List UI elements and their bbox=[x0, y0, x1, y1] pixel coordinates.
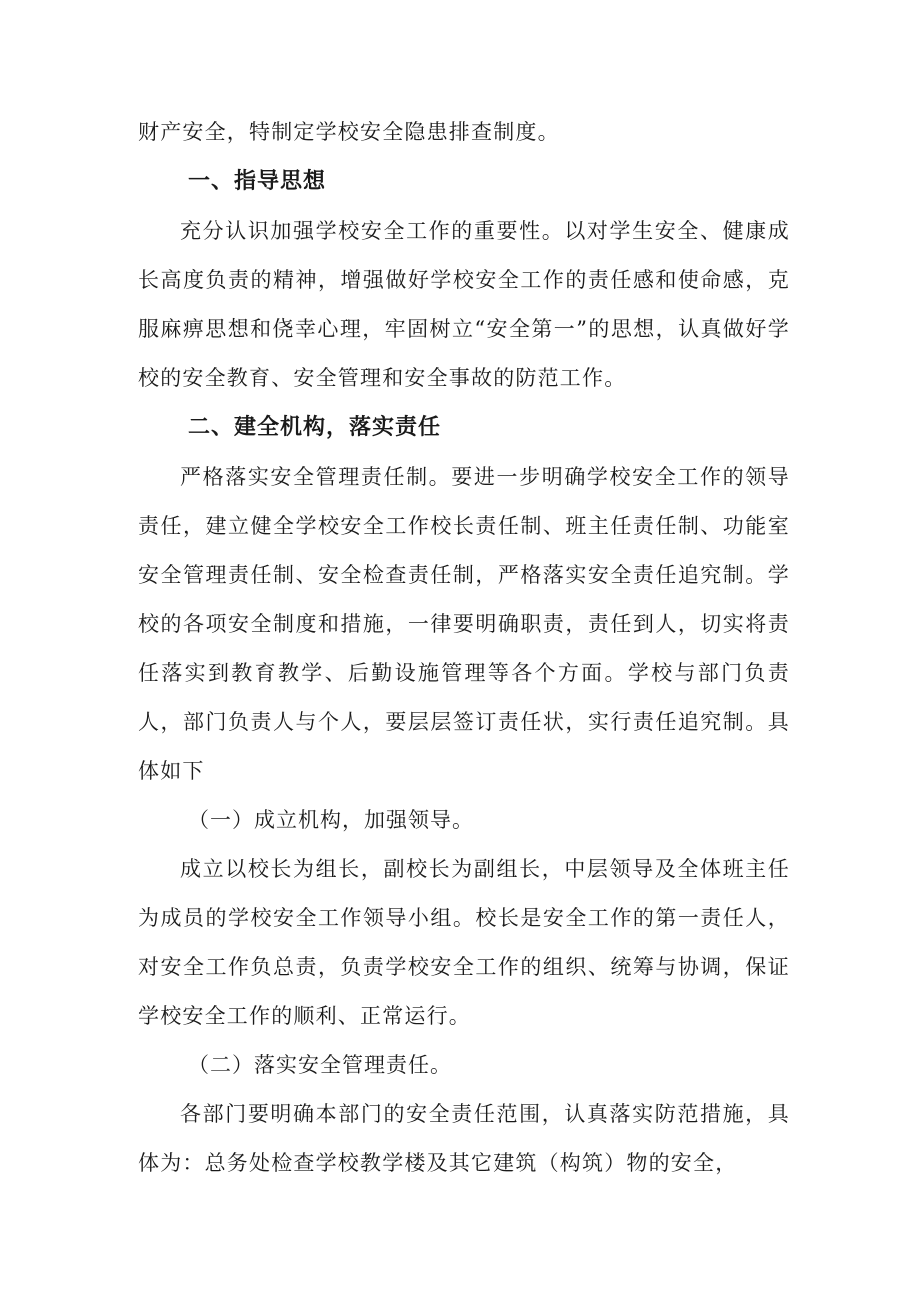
section-heading-guiding-ideology: 一、指导思想 bbox=[188, 169, 327, 194]
intro-paragraph-tail: 财产安全，特制定学校安全隐患排查制度。 bbox=[138, 120, 560, 144]
section-paragraph-organization-responsibility: 严格落实安全管理责任制。要进一步明确学校安全工作的领导责任，建立健全学校安全工作校长责任制、班主任责任制、功能室安全管理责任制、安全检查责任制，严格落实安全责任追究制。学校的各项安全制度和措施，一律要明确职责，责任到人，切实将责任落实到教育教学、后勤设施管理等各个方面。学校与部门负责人，部门负责人与个人，要层层签订责任状，实行责任追究制。具体如下 bbox=[138, 465, 790, 783]
section-paragraph-guiding-ideology: 充分认识加强学校安全工作的重要性。以对学生安全、健康成长高度负责的精神，增强做好学校安全工作的责任感和使命感，克服麻痹思想和侥幸心理，牢固树立“安全第一”的思想，认真做好学校的安全教育、安全管理和安全事故的防范工作。 bbox=[138, 219, 790, 390]
document-body bbox=[138, 108, 790, 1188]
section-heading-organization-responsibility: 二、建全机构，落实责任 bbox=[188, 415, 442, 440]
subsection-paragraph-safety-management: 各部门要明确本部门的安全责任范围，认真落实防范措施，具体为：总务处检查学校教学楼及其它建筑（构筑）物的安全， bbox=[138, 1102, 790, 1175]
subsection-paragraph-establish-organization: 成立以校长为组长，副校长为副组长，中层领导及全体班主任为成员的学校安全工作领导小组。校长是安全工作的第一责任人，对安全工作负总责，负责学校安全工作的组织、统筹与协调，保证学校安全工作的顺利、正常运行。 bbox=[138, 857, 790, 1028]
subsection-heading-safety-management: （二）落实安全管理责任。 bbox=[188, 1053, 452, 1077]
subsection-heading-establish-organization: （一）成立机构，加强领导。 bbox=[188, 808, 474, 832]
